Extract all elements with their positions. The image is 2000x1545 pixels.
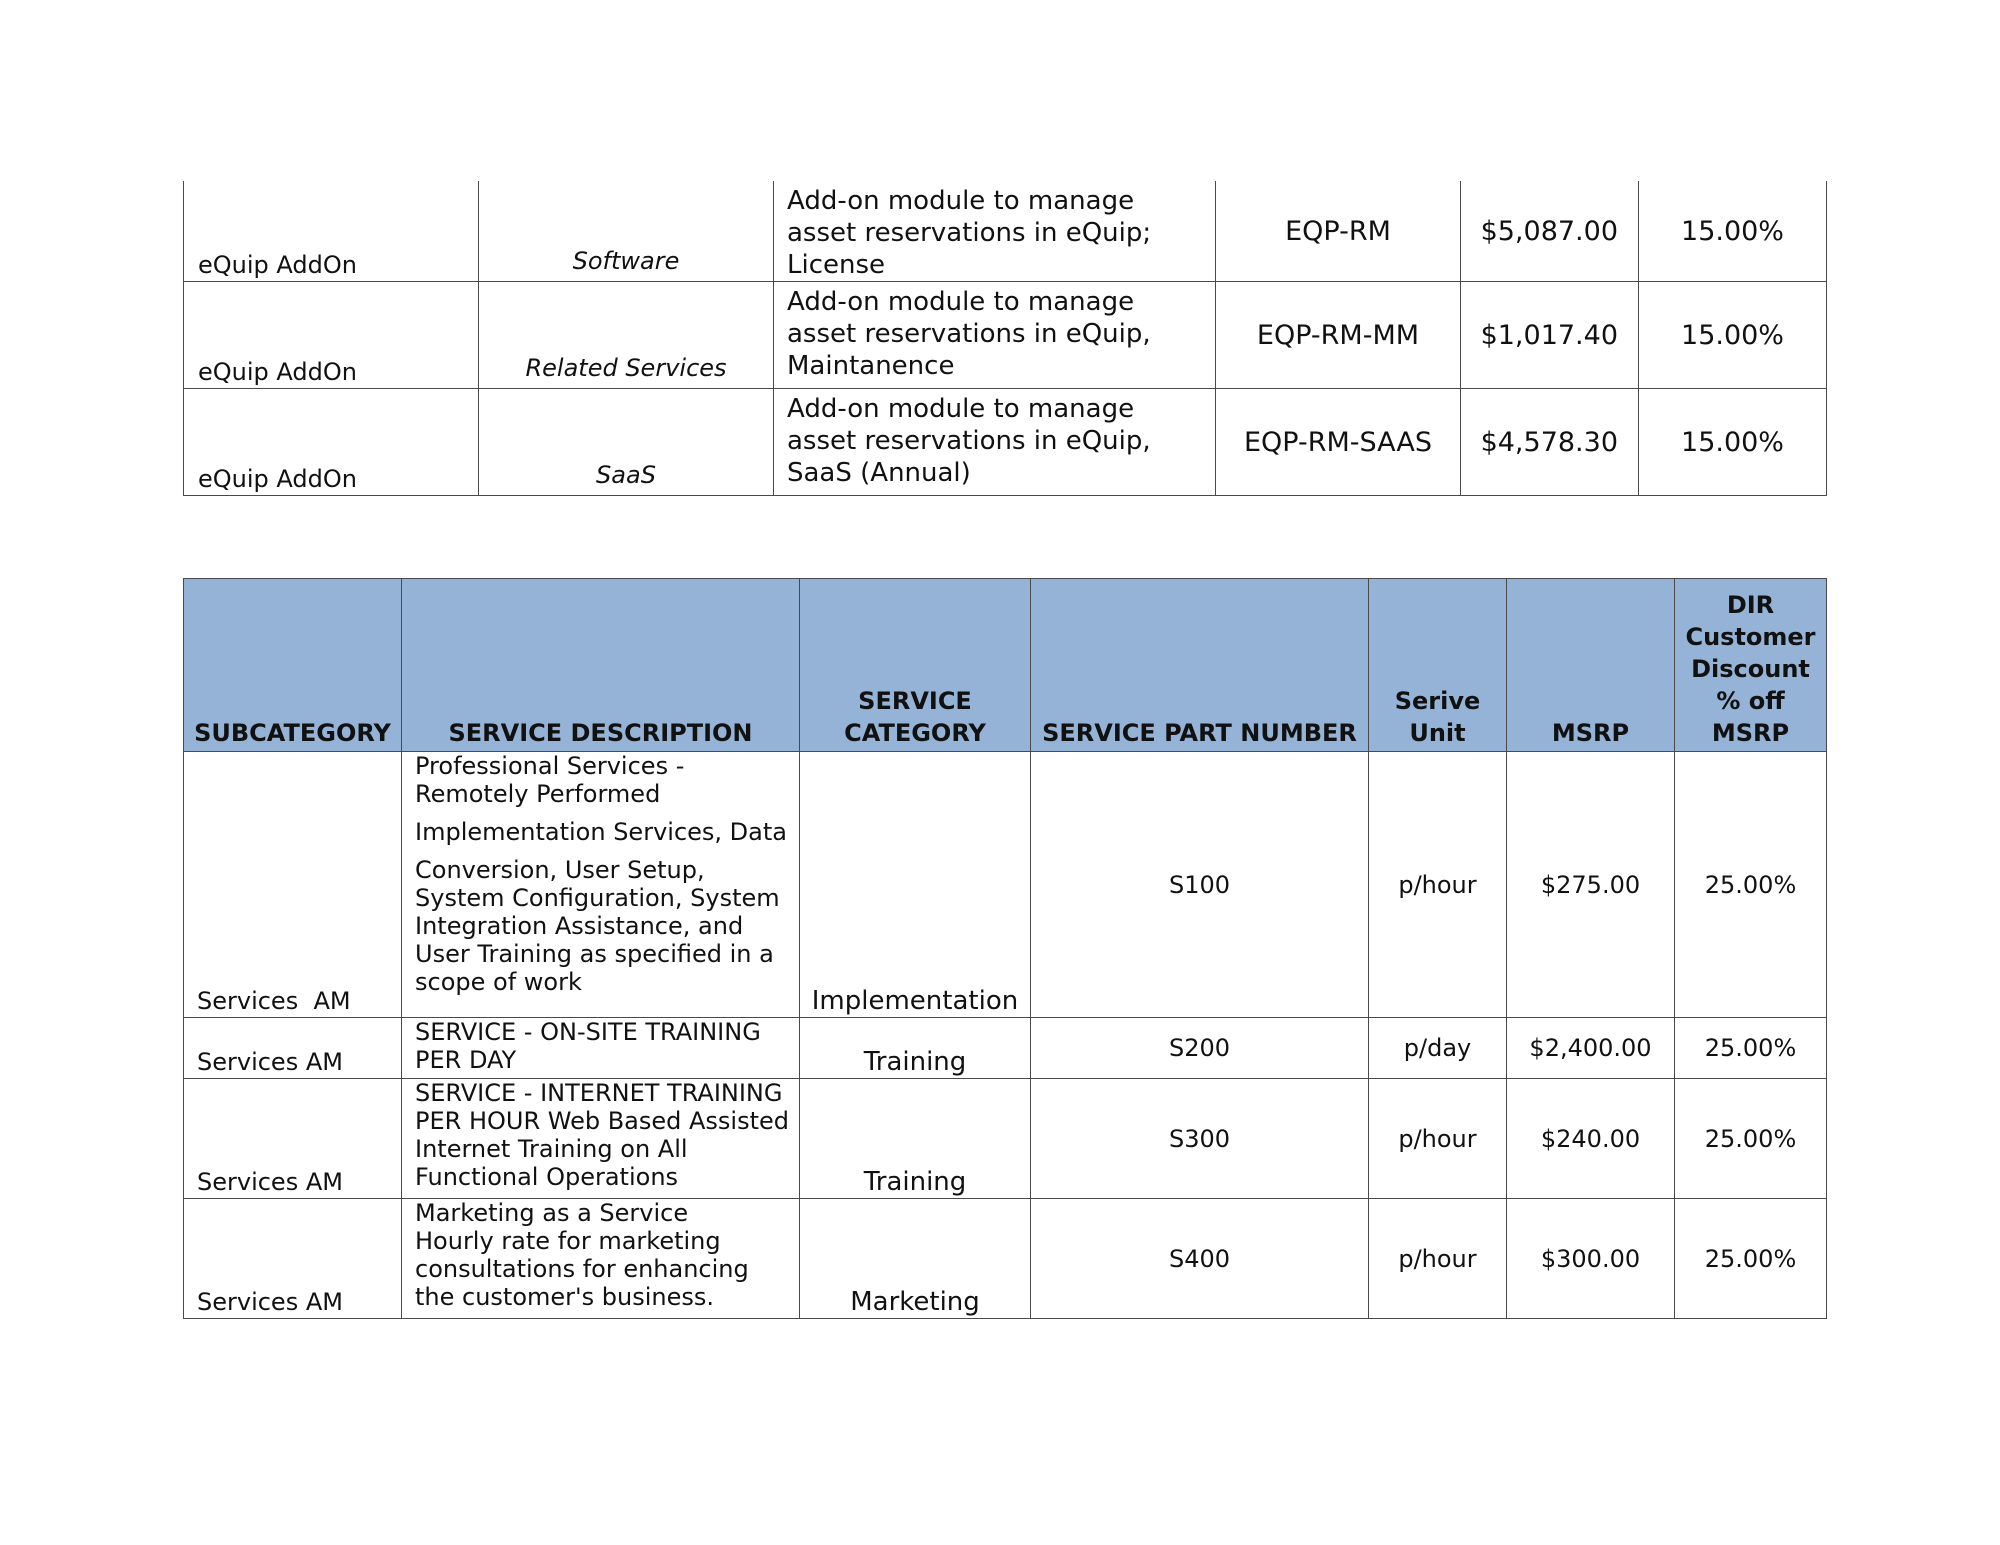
- category-cell: Related Services: [479, 282, 774, 389]
- subcategory-cell: eQuip AddOn: [184, 389, 479, 496]
- description-cell: [402, 1199, 800, 1319]
- msrp-cell: $2,400.00: [1507, 1018, 1675, 1079]
- price-cell: $4,578.30: [1461, 389, 1639, 496]
- header-subcategory: SUBCATEGORY: [184, 579, 402, 752]
- header-serive-unit: Serive Unit: [1369, 579, 1507, 752]
- category-cell: Training: [800, 1079, 1031, 1199]
- description-cell: Add-on module to manage asset reservations in eQuip, Maintanence: [774, 282, 1216, 389]
- header-msrp: MSRP: [1507, 579, 1675, 752]
- table-row: [184, 1018, 1827, 1079]
- header-row: [184, 579, 1827, 752]
- description-cell: Add-on module to manage asset reservations in eQuip; License: [774, 181, 1216, 282]
- subcategory-cell: eQuip AddOn: [184, 181, 479, 282]
- discount-cell: 25.00%: [1675, 1079, 1827, 1199]
- msrp-cell: $275.00: [1507, 752, 1675, 1018]
- description-line: SERVICE - ON-SITE TRAINING PER DAY: [415, 1018, 761, 1074]
- part-number-cell: S100: [1031, 752, 1369, 1018]
- part-number-cell: S200: [1031, 1018, 1369, 1079]
- description-line: Implementation Services, Data: [415, 818, 787, 846]
- description-line: Conversion, User Setup, System Configuration, System Integration Assistance, and User Training as specified in a scope of work: [415, 856, 780, 996]
- category-cell: Marketing: [800, 1199, 1031, 1319]
- discount-cell: 15.00%: [1639, 181, 1827, 282]
- unit-cell: p/hour: [1369, 1199, 1507, 1319]
- discount-cell: 25.00%: [1675, 752, 1827, 1018]
- discount-cell: 15.00%: [1639, 389, 1827, 496]
- discount-cell: 15.00%: [1639, 282, 1827, 389]
- table-row: [184, 752, 1827, 1018]
- category-cell: Training: [800, 1018, 1031, 1079]
- table-row: [184, 1199, 1827, 1319]
- description-line: Professional Services - Remotely Performed: [415, 752, 685, 808]
- header-service-category: SERVICE CATEGORY: [800, 579, 1031, 752]
- description-cell: [402, 1018, 800, 1079]
- table-row: [184, 389, 1827, 496]
- services-table: [183, 578, 1827, 1319]
- unit-cell: p/hour: [1369, 752, 1507, 1018]
- header-service-description: SERVICE DESCRIPTION: [402, 579, 800, 752]
- msrp-cell: $300.00: [1507, 1199, 1675, 1319]
- price-cell: $5,087.00: [1461, 181, 1639, 282]
- table-row: [184, 181, 1827, 282]
- subcategory-cell: Services AM: [184, 1079, 402, 1199]
- subcategory-cell: eQuip AddOn: [184, 282, 479, 389]
- subcategory-cell: Services AM: [184, 752, 402, 1018]
- unit-cell: p/hour: [1369, 1079, 1507, 1199]
- description-cell: [402, 1079, 800, 1199]
- subcategory-cell: Services AM: [184, 1018, 402, 1079]
- part-number-cell: S400: [1031, 1199, 1369, 1319]
- description-line: SERVICE - INTERNET TRAINING PER HOUR Web Based Assisted Internet Training on All Functional Operations: [415, 1079, 790, 1191]
- category-cell: Implementation: [800, 752, 1031, 1018]
- description-cell: Add-on module to manage asset reservations in eQuip, SaaS (Annual): [774, 389, 1216, 496]
- category-cell: SaaS: [479, 389, 774, 496]
- discount-cell: 25.00%: [1675, 1018, 1827, 1079]
- table-row: [184, 282, 1827, 389]
- part-number-cell: S300: [1031, 1079, 1369, 1199]
- part-number-cell: EQP-RM-MM: [1216, 282, 1461, 389]
- msrp-cell: $240.00: [1507, 1079, 1675, 1199]
- unit-cell: p/day: [1369, 1018, 1507, 1079]
- price-cell: $1,017.40: [1461, 282, 1639, 389]
- part-number-cell: EQP-RM-SAAS: [1216, 389, 1461, 496]
- description-line: Hourly rate for marketing consultations for enhancing the customer's business.: [415, 1227, 749, 1311]
- part-number-cell: EQP-RM: [1216, 181, 1461, 282]
- category-cell: Software: [479, 181, 774, 282]
- table-row: [184, 1079, 1827, 1199]
- subcategory-cell: Services AM: [184, 1199, 402, 1319]
- discount-cell: 25.00%: [1675, 1199, 1827, 1319]
- products-table: [183, 181, 1827, 496]
- header-service-part-number: SERVICE PART NUMBER: [1031, 579, 1369, 752]
- description-line: Marketing as a Service: [415, 1199, 689, 1227]
- header-discount: DIR Customer Discount % off MSRP: [1675, 579, 1827, 752]
- description-cell: [402, 752, 800, 1018]
